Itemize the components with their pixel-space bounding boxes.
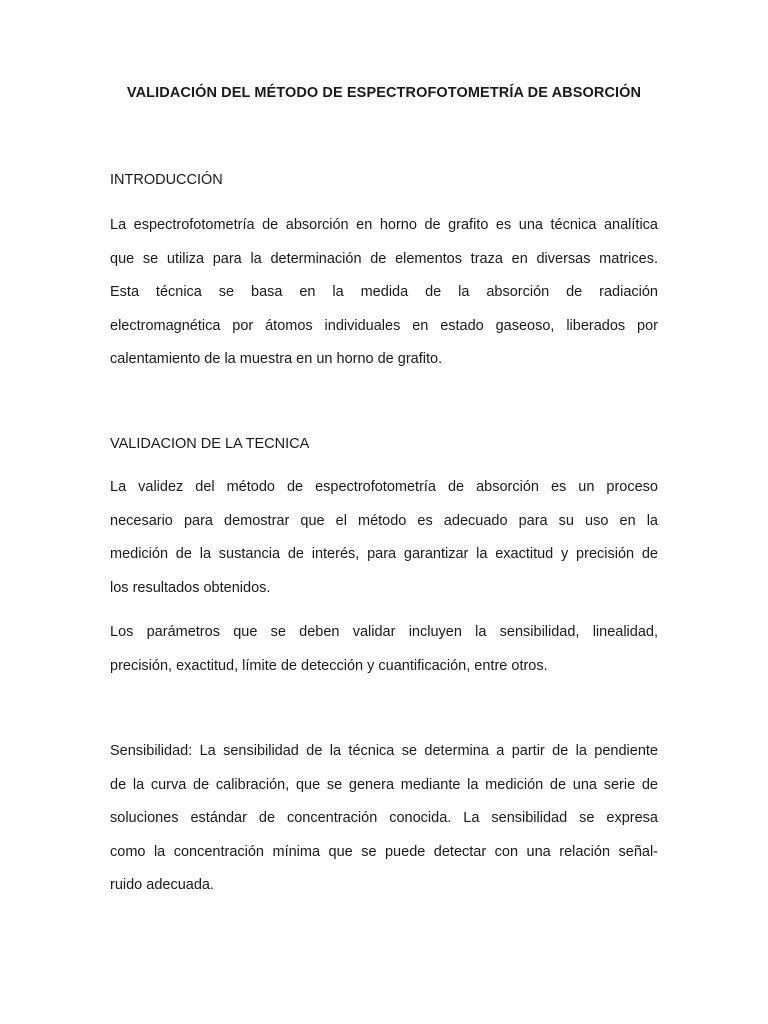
text-line: soluciones estándar de concentración conocida. La sensibilidad se expresa xyxy=(110,810,658,826)
paragraph-introduccion xyxy=(110,209,658,377)
document-title: VALIDACIÓN DEL MÉTODO DE ESPECTROFOTOMETRÍA DE ABSORCIÓN xyxy=(126,85,642,101)
text-line: La espectrofotometría de absorción en horno de grafito es una técnica analítica xyxy=(110,217,658,233)
paragraph-sensibilidad xyxy=(110,735,658,903)
text-line: Esta técnica se basa en la medida de la absorción de radiación xyxy=(110,284,658,300)
text-line: ruido adecuada. xyxy=(110,877,214,893)
text-line: electromagnética por átomos individuales en estado gaseoso, liberados por xyxy=(110,317,658,334)
text-line: los resultados obtenidos. xyxy=(110,579,271,596)
paragraph-parametros xyxy=(110,616,658,683)
text-line: como la concentración mínima que se puede detectar con una relación señal- xyxy=(110,843,658,860)
paragraph-validez xyxy=(110,471,658,605)
section-heading-introduccion: INTRODUCCIÓN xyxy=(110,172,223,188)
text-line: Sensibilidad: La sensibilidad de la técnica se determina a partir de la pendiente xyxy=(110,743,658,759)
text-line: precisión, exactitud, límite de detección y cuantificación, entre otros. xyxy=(110,657,548,674)
text-line: necesario para demostrar que el método es adecuado para su uso en la xyxy=(110,512,658,529)
text-line: calentamiento de la muestra en un horno de grafito. xyxy=(110,351,443,367)
text-line: Los parámetros que se deben validar incluyen la sensibilidad, linealidad, xyxy=(110,624,658,640)
text-line: La validez del método de espectrofotometría de absorción es un proceso xyxy=(110,479,658,495)
text-line: medición de la sustancia de interés, para garantizar la exactitud y precisión de xyxy=(110,546,658,562)
section-heading-validacion: VALIDACION DE LA TECNICA xyxy=(110,436,310,452)
text-line: que se utiliza para la determinación de elementos traza en diversas matrices. xyxy=(110,250,658,267)
text-line: de la curva de calibración, que se genera mediante la medición de una serie de xyxy=(110,776,658,793)
